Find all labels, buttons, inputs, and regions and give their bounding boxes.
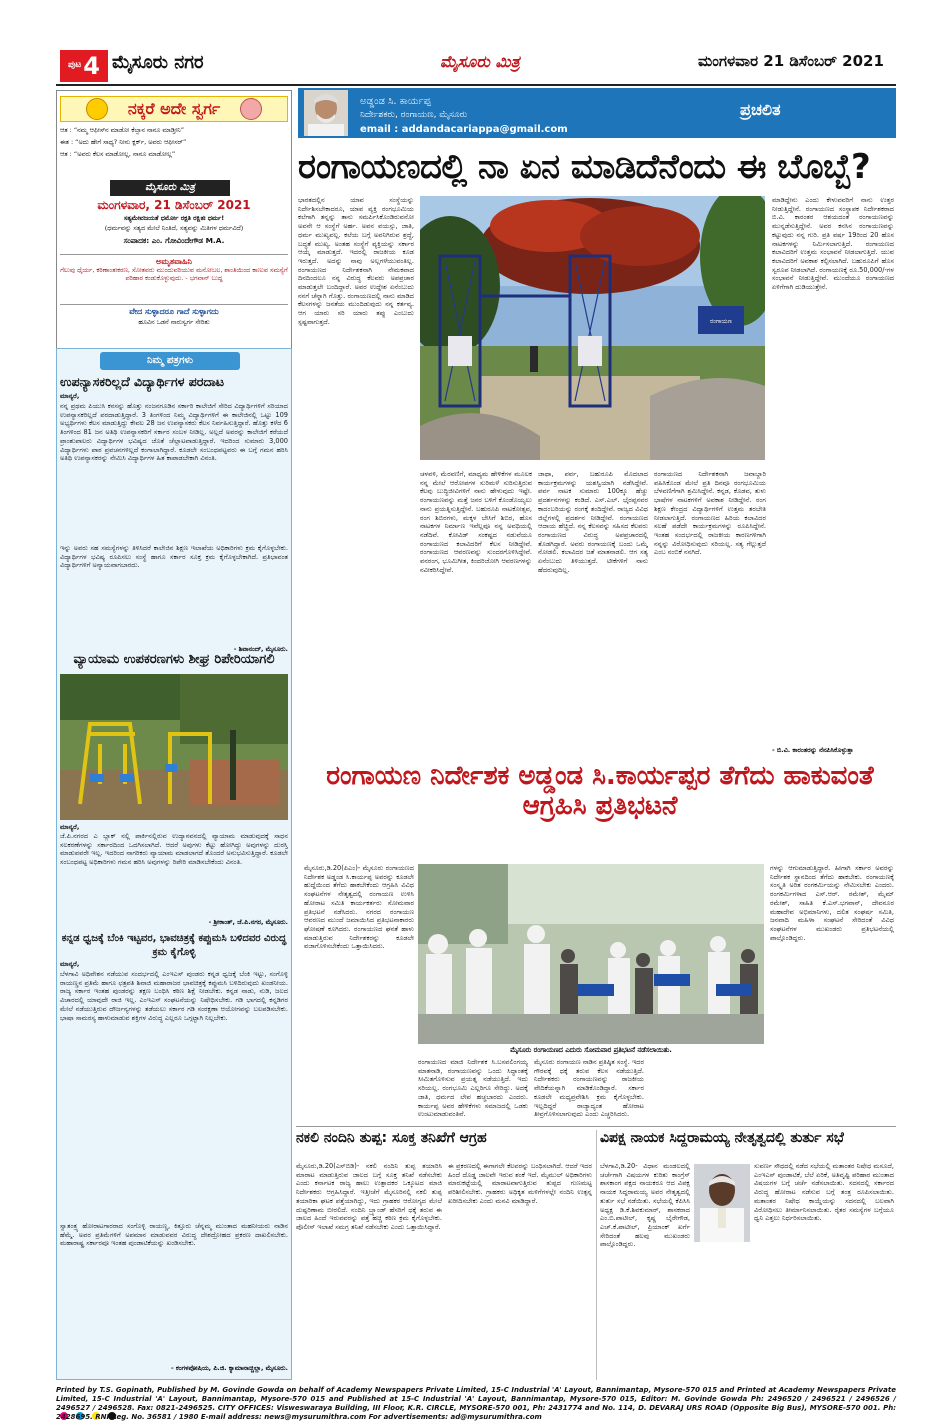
masthead: ಮೈಸೂರು ಮಿತ್ರ bbox=[440, 52, 520, 71]
mini-masthead: ಮೈಸೂರು ಮಿತ್ರ bbox=[110, 180, 230, 196]
letter-title: ಕನ್ನಡ ಧ್ವಜಕ್ಕೆ ಬೆಂಕಿ ಇಟ್ಟವರ, ಭಾವಚಿತ್ರಕ್ಕೆ ಕಪ್ಪುಮಸಿ ಬಳಿದವರ ವಿರುದ್ಧ ಕ್ರಮ ಕೈಗೊಳ್ಳಿ bbox=[61, 933, 287, 958]
letter-body: ಜೆ.ಪಿ.ನಗರದ ಎ ಬ್ಲಾಕ್ ನಲ್ಲಿ ಪಾರ್ಕಿನಲ್ಲಿರುವ ಉದ್ಯಾನವನದಲ್ಲಿ ವ್ಯಾಯಾಮ ಮಾಡುವುದಕ್ಕೆ ಸಾಧನ ಸಲಕರಣೆಗಳನ್ನು ಸರ್ಕಾರದಿಂದ ಒದಗಿಸಲಾಗಿದೆ. ಆದರೆ ಅವುಗಳು ಕೆಟ್ಟು ಹೋಗಿದ್ದು ಅವುಗಳನ್ನು ದುರಸ್ತಿ ಮಾಡುವವರೇ ಇಲ್ಲ. ಇದರಿಂದ ನಾಗರಿಕರು ವ್ಯಾಯಾಮ ಮಾಡಲಾಗದೆ ತೊಂದರೆ ಅನುಭವಿಸುತ್ತಿದ್ದಾರೆ. ಕೂಡಲೇ ಸಂಬಂಧಪಟ್ಟ ಅಧಿಕಾರಿಗಳು ಗಮನ ಹರಿಸಿ ಅವುಗಳನ್ನು ರಿಪೇರಿ ಮಾಡಿಸಬೇಕೆಂದು ವಿನಂತಿ. bbox=[60, 832, 288, 867]
humor-title-bar bbox=[60, 96, 288, 122]
article-text: ಚಳವಳಿ, ಮೆರವಣಿಗೆ, ಮಾಧ್ಯಮ ಹೇಳಿಕೆಗಳ ಮೂಲಕ ನನ್ನ ಮೇಲೆ ಆರೋಪಗಳ ಸುರಿಮಳೆ ಸುರಿಸುತ್ತಿರುವ ಕೆಲವು ಬುದ್ಧಿಜೀವಿಗಳಿಗೆ ನಾನು ಹೇಳುವುದು ಇಷ್ಟೇ. ರಂಗಾಯಣವನ್ನು ಮತ್ತೆ ಜನರ ಬಳಿಗೆ ಕೊಂಡೊಯ್ಯಲು ನಾನು ಪ್ರಯತ್ನಿಸುತ್ತಿದ್ದೇನೆ. ಬಹುರೂಪಿ ನಾಟಕೋತ್ಸವ, ರಂಗ ಶಿಬಿರಗಳು, ಮಕ್ಕಳ ಬೇಸಿಗೆ ಶಿಬಿರ, ಹೊಸ ನಾಟಕಗಳ ನಿರ್ಮಾಣ ಇವೆಲ್ಲವೂ ನನ್ನ ಅವಧಿಯಲ್ಲಿ ನಡೆದಿವೆ. ಕೋವಿಡ್ ಸಂಕಷ್ಟದ ನಡುವೆಯೂ ರಂಗಾಯಣದ ಕಲಾವಿದರಿಗೆ ಕೆಲಸ ನೀಡಿದ್ದೇವೆ. ರಂಗಾಯಣದ ಆವರಣವನ್ನು ಸುಂದರಗೊಳಿಸಿದ್ದೇವೆ. ವನರಂಗ, ಭೂಮಿಗೀತ, ಕಿಂದರಿಜೋಗಿ ಆವರಣಗಳನ್ನು ನವೀಕರಿಸಿದ್ದೇವೆ. bbox=[420, 470, 532, 574]
article-text: ಮಾಡಿದ್ದೇನು ಎಂದು ಕೇಳುವವರಿಗೆ ನಾನು ಉತ್ತರ ನೀಡುತ್ತಿದ್ದೇನೆ. ರಂಗಾಯಣದ ಸಂಸ್ಥಾಪಕ ನಿರ್ದೇಶಕರಾದ ಬಿ.ವಿ. ಕಾರಂತರ ಆಶಯದಂತೆ ರಂಗಾಯಣವನ್ನು ಮುನ್ನಡೆಸುತ್ತಿದ್ದೇನೆ. ಅವರ ಕನಸಿನ ರಂಗಾಯಣವನ್ನು ಕಟ್ಟುವುದು ನನ್ನ ಗುರಿ. ಪ್ರತಿ ವರ್ಷ 19ರಿಂದ 20 ಹೊಸ ನಾಟಕಗಳನ್ನು ನಿರ್ಮಿಸಲಾಗುತ್ತಿದೆ. ರಂಗಾಯಣದ ಕಲಾವಿದರಿಗೆ ಉತ್ತಮ ಸಂಭಾವನೆ ನೀಡಲಾಗುತ್ತಿದೆ. ಯುವ ಕಲಾವಿದರಿಗೆ ಅವಕಾಶ ಕಲ್ಪಿಸಲಾಗಿದೆ. ಬಹುರೂಪಿಗೆ ಹೊಸ ಸ್ವರೂಪ ನೀಡಲಾಗಿದೆ. ರಂಗಾಯಣಕ್ಕೆ ರೂ.50,000/-ಗಳ ಸಂಭಾವನೆ ನೀಡುತ್ತಿದ್ದೇವೆ. ಮುಂದೆಯೂ ರಂಗಾಯಣದ ಏಳಿಗೆಗಾಗಿ ದುಡಿಯುತ್ತೇನೆ. bbox=[772, 196, 894, 292]
joke-line: ಈತ : “ಅದು ಹೇಗೆ ಸಾಧ್ಯ? ನೀನು ಕ್ಲರ್ಕ್, ಅವರು ಆಫೀಸರ್” bbox=[60, 138, 187, 146]
proverb-title: ವೇದ ಸುಳ್ಳಾದರೂ ಗಾದೆ ಸುಳ್ಳಾಗದು bbox=[60, 304, 288, 317]
humor-title: ನಕ್ಕರೆ ಅದೇ ಸ್ವರ್ಗ bbox=[127, 99, 221, 118]
exercise-equipment-photo bbox=[60, 674, 288, 820]
article-text: ಜಾಥಾ, ಪರ್ವ, ಬಹುರೂಪಿ ಮೊದಲಾದ ಕಾರ್ಯಕ್ರಮಗಳನ್ನು ಯಶಸ್ವಿಯಾಗಿ ನಡೆಸಿದ್ದೇವೆ. ಪರ್ವ ನಾಟಕ ಸುಮಾರು 100ಕ್ಕೂ ಹೆಚ್ಚು ಪ್ರದರ್ಶನಗಳನ್ನು ಕಂಡಿದೆ. ಎಸ್.ಎಲ್. ಭೈರಪ್ಪನವರ ಕಾದಂಬರಿಯನ್ನು ರಂಗಕ್ಕೆ ತಂದಿದ್ದೇವೆ. ರಾಜ್ಯದ ವಿವಿಧ ಜಿಲ್ಲೆಗಳಲ್ಲಿ ಪ್ರದರ್ಶನ ನೀಡಿದ್ದೇವೆ. ರಂಗಾಯಣದ ಆದಾಯ ಹೆಚ್ಚಿದೆ. ನನ್ನ ಕೆಲಸವನ್ನು ಸಹಿಸದ ಕೆಲವರು ರಂಗಾಯಣದ ವಿರುದ್ಧ ಅಪಪ್ರಚಾರದಲ್ಲಿ ತೊಡಗಿದ್ದಾರೆ. ಅವರು ರಂಗಾಯಣಕ್ಕೆ ಬಂದು ಒಮ್ಮೆ ನೋಡಲಿ. ಕಲಾವಿದರ ಜತೆ ಮಾತನಾಡಲಿ. ಆಗ ಸತ್ಯ ಏನೆಂಬುದು ತಿಳಿಯುತ್ತದೆ. ಟೀಕೆಗಳಿಗೆ ನಾನು ಹೆದರುವುದಿಲ್ಲ. bbox=[538, 470, 648, 574]
letter-signature: - ಶ್ರೀಕಾಂತ್, ಜೆ.ಪಿ.ನಗರ, ಮೈಸೂರು. bbox=[208, 918, 288, 926]
article-text: ಗಳನ್ನು ಆಗುಮಾಡುತ್ತಿದ್ದಾರೆ. ಹೀಗಾಗಿ ಸರ್ಕಾರ ಅವರನ್ನು ನಿರ್ದೇಶಕ ಸ್ಥಾನದಿಂದ ತೆಗೆದು ಹಾಕಬೇಕು. ರಂಗಾಯಣಕ್ಕೆ ಸಂಸ್ಕೃತಿ ಅರಿತ ರಂಗಕರ್ಮಿಯನ್ನು ನೇಮಿಸಬೇಕು ಎಂದರು. ರಂಗಕರ್ಮಿಗಳಾದ ಎಸ್.ಆರ್. ರಮೇಶ್, ಮೈಮ್ ರಮೇಶ್, ಸಾಹಿತಿ ಕೆ.ಎಸ್.ಭಗವಾನ್, ದೇವನೂರ ಮಹಾದೇವ ಅಭಿಮಾನಿಗಳು, ದಲಿತ ಸಂಘರ್ಷ ಸಮಿತಿ, ಜನವಾದಿ ಮಹಿಳಾ ಸಂಘಟನೆ ಸೇರಿದಂತೆ ವಿವಿಧ ಸಂಘಟನೆಗಳ ಮುಖಂಡರು ಪ್ರತಿಭಟನೆಯಲ್ಲಿ ಪಾಲ್ಗೊಂಡಿದ್ದರು. bbox=[770, 864, 894, 942]
page-number-badge bbox=[60, 50, 108, 82]
motto-translation: (ಧರ್ಮವನ್ನು ಸತ್ಯದ ಮೇಲೆ ನಿಂತಿದೆ, ಸತ್ಯವನ್ನು ಮಿತಿಗಳ ಧರ್ಮವಿದೆ) bbox=[104, 224, 244, 232]
protest-photo-caption: ಮೈಸೂರು ರಂಗಾಯಣದ ಎದುರು ಸೋಮವಾರ ಪ್ರತಿಭಟನೆ ನಡೆಸಲಾಯಿತು. bbox=[510, 1046, 672, 1054]
imprint-footer: Printed by T.S. Gopinath, Published by M. Govinde Gowda on behalf of Academy Newspapers Private Limited, 15-C Industrial 'A' Layout, Bannimantap, Mysore-570 015 and Printed at Academy Newspapers Private Limited, 15-C Industrial 'A' Layout, Bannimantap, Mysore-570 015 and Published at 15-C Industrial 'A' Layout, Bannimantap, Mysore-570 015, Editor: M. Govinde Gowda Ph: 2496520 / 2496521 / 2496526 / 2496527 / 2496528. Fax: 0821-2496525. CITY OFFICES: Visweswaraya Building, III Floor, K.R. CIRCLE, MYSORE-570 001, Ph: 2431774 and No. 114, D. DEVARAJ URS ROAD (Opposite Big Bus), MYSORE-570 001. Ph: 2428695. RNI Reg. No. 36581 / 1980 E-mail address: news@mysurumithra.com For advertisements: ad@mysurumithra.com bbox=[56, 1386, 896, 1422]
letter-body: ಸ್ವಾತಂತ್ರ್ಯ ಹೋರಾಟಗಾರರಾದ ಸಂಗೊಳ್ಳಿ ರಾಯಣ್ಣ, ಕಿತ್ತೂರು ಚೆನ್ನಮ್ಮ ಮುಂತಾದ ಮಹನೀಯರು ನಾಡಿನ ಹೆಮ್ಮೆ. ಅವರ ಪ್ರತಿಮೆಗಳಿಗೆ ಅಪಮಾನ ಮಾಡುವವರ ವಿರುದ್ಧ ದೇಶದ್ರೋಹದ ಪ್ರಕರಣ ದಾಖಲಿಸಬೇಕು. ಮಹಾರಾಷ್ಟ್ರ ಸರ್ಕಾರವೂ ಇಂತಹ ಪುಂಡಾಟಿಕೆಯನ್ನು ಖಂಡಿಸಬೇಕು. bbox=[60, 1222, 288, 1248]
divider bbox=[596, 1130, 597, 1380]
letter-body: ಬೆಳಗಾವಿ ಅಧಿವೇಶನ ನಡೆಯುವ ಸಂದರ್ಭದಲ್ಲಿ ಎಂಇಎಸ್ ಪುಂಡರು ಕನ್ನಡ ಧ್ವಜಕ್ಕೆ ಬೆಂಕಿ ಇಟ್ಟು, ಸಂಗೊಳ್ಳಿ ರಾಯಣ್ಣನ ಪ್ರತಿಮೆ ಹಾಗೂ ಛತ್ರಪತಿ ಶಿವಾಜಿ ಮಹಾರಾಜರ ಭಾವಚಿತ್ರಕ್ಕೆ ಕಪ್ಪುಮಸಿ ಬಳಿದಿರುವುದು ಖಂಡನೀಯ. ರಾಜ್ಯ ಸರ್ಕಾರ ಇಂತಹ ಪುಂಡರನ್ನು ತಕ್ಷಣ ಬಂಧಿಸಿ ಕಠಿಣ ಶಿಕ್ಷೆ ನೀಡಬೇಕು. ಕನ್ನಡ ನಾಡು, ನುಡಿ, ಜಲದ ವಿಚಾರದಲ್ಲಿ ಯಾವುದೇ ರಾಜಿ ಇಲ್ಲ. ಎಂಇಎಸ್ ಸಂಘಟನೆಯನ್ನು ನಿಷೇಧಿಸಬೇಕು. ಗಡಿ ಭಾಗದಲ್ಲಿ ಕನ್ನಡಿಗರ ಮೇಲೆ ನಡೆಯುತ್ತಿರುವ ದೌರ್ಜನ್ಯಗಳನ್ನು ತಡೆಯಲು ಸರ್ಕಾರ ಗಡಿ ಸಂರಕ್ಷಣಾ ಆಯೋಗವನ್ನು ಬಲಪಡಿಸಬೇಕು. ಭಾಷಾ ಸಾಮರಸ್ಯ ಹಾಳುಮಾಡುವ ಶಕ್ತಿಗಳ ವಿರುದ್ಧ ಎಲ್ಲರೂ ಒಗ್ಗಟ್ಟಾಗಿ ನಿಲ್ಲಬೇಕು. bbox=[60, 970, 288, 1022]
letter-salutation: ಮಾನ್ಯರೆ, bbox=[60, 392, 80, 400]
proverb-text: ಹೂವಿನ ಒಡನೆ ನಾರುಸ್ವರ್ಗ ಸೇರಿತು bbox=[138, 318, 210, 326]
clown-icon bbox=[240, 98, 262, 120]
article-text: ಮೈಸೂರು ರಂಗಾಯಣ ನಾಡಿನ ಪ್ರತಿಷ್ಠಿತ ಸಂಸ್ಥೆ. ಇದರ ಗೌರವಕ್ಕೆ ಧಕ್ಕೆ ತರುವ ಕೆಲಸ ನಡೆಯುತ್ತಿದೆ. ನಿರ್ದೇಶಕರು ರಂಗಾಯಣವನ್ನು ರಾಜಕೀಯ ವೇದಿಕೆಯನ್ನಾಗಿ ಮಾಡಿಕೊಂಡಿದ್ದಾರೆ. ಸರ್ಕಾರ ಕೂಡಲೇ ಮಧ್ಯಪ್ರವೇಶಿಸಿ ಕ್ರಮ ಕೈಗೊಳ್ಳಬೇಕು. ಇಲ್ಲದಿದ್ದರೆ ರಾಜ್ಯಾದ್ಯಂತ ಹೋರಾಟ ತೀವ್ರಗೊಳಿಸಲಾಗುವುದು ಎಂದು ಎಚ್ಚರಿಸಿದರು. bbox=[534, 1058, 644, 1119]
letter-salutation: ಮಾನ್ಯರೆ, bbox=[60, 960, 80, 968]
letter-signature: - ಕಂಗಳಪೋಷಿಯ, ಪಿ.ಜಿ. ಕ್ಯಾಮಾನಾಚ್ಚಿಲ್ಲಾ, ಮೈಸೂರು. bbox=[170, 1364, 288, 1372]
editor-line: ಸಂಪಾದಕ: ಎಂ. ಗೋವಿಂದೇಗೌಡ M.A. bbox=[123, 236, 225, 245]
joke-line: ಆತ : “ಅವರು ಕೆಲಸ ಮಾಡೋಲ್ಲ, ನಾನೂ ಮಾಡೋಲ್ಲ” bbox=[60, 150, 176, 158]
page-label: ಪುಟ bbox=[68, 60, 82, 71]
letter-body: ನನ್ನ ಪ್ರಥಮ ಪಿಯುಸಿ ಕನಸನ್ನು ಹೊತ್ತು ನಂಜನಗೂಡಿನ ಸರ್ಕಾರಿ ಕಾಲೇಜಿಗೆ ಸೇರಿದ ವಿದ್ಯಾರ್ಥಿಗಳಿಗೆ ಸರಿಯಾದ ಉಪನ್ಯಾಸಕರಿಲ್ಲದೆ ಪರದಾಡುತ್ತಿದ್ದಾರೆ. 3 ತಿಂಗಳಿಂದ ನಿಮ್ಮ ವಿದ್ಯಾರ್ಥಿಗಳಿಗೆ ಈ ಕಾಲೇಜಿನಲ್ಲಿ ಒಟ್ಟು 109 ಅಭ್ಯರ್ಥಿಗಳು ಕೆಲಸ ಮಾಡುತ್ತಿದ್ದು ಕೇವಲ 28 ಜನ ಉಪನ್ಯಾಸಕರು ಕೆಲಸ ನಿರ್ವಹಿಸುತ್ತಿದ್ದಾರೆ. ಹೊತ್ತು ಕಳೆದ 6 ತಿಂಗಳಿಂದ 81 ಜನ ಅತಿಥಿ ಉಪನ್ಯಾಸಕರಿಗೆ ಸರ್ಕಾರ ಸಂಬಳ ನೀಡಿಲ್ಲ. ಅಲ್ಲದೆ ಅವರನ್ನು ಕಾಲೇಜಿಗೆ ಕರೆಯದೆ ಪ್ರಾಂಶುಪಾಲರು ವಿದ್ಯಾರ್ಥಿಗಳ ಭವಿಷ್ಯದ ಜೊತೆ ಚೆಲ್ಲಾಟವಾಡುತ್ತಿದ್ದಾರೆ. ಇದರಿಂದ ಸುಮಾರು 3,000 ವಿದ್ಯಾರ್ಥಿಗಳು ಪಾಠ ಪ್ರವಚನಗಳಿಲ್ಲದೆ ಕಂಗಾಲಾಗಿದ್ದಾರೆ. ಕೂಡಲೇ ಸಂಬಂಧಪಟ್ಟವರು ಈ ಬಗ್ಗೆ ಗಮನ ಹರಿಸಿ ಅತಿಥಿ ಉಪನ್ಯಾಸಕರನ್ನು ನೇಮಿಸಿ ವಿದ್ಯಾರ್ಥಿಗಳ ಹಿತ ಕಾಪಾಡಬೇಕಾಗಿ ವಿನಂತಿ. bbox=[60, 402, 288, 463]
letter-signature: - ಶಿವಾನಂದ್, ಮೈಸೂರು. bbox=[233, 645, 288, 653]
author-email: email : addandacariappa@gmail.com bbox=[360, 124, 568, 135]
article-text: ಸುವರ್ಣ ಸೌಧದಲ್ಲಿ ನಡೆದ ಸಭೆಯಲ್ಲಿ ಮತಾಂತರ ನಿಷೇಧ ಮಸೂದೆ, ಎಂಇಎಸ್ ಪುಂಡಾಟಿಕೆ, ಬೆಲೆ ಏರಿಕೆ, ಅತಿವೃಷ್ಟಿ ಪರಿಹಾರ ಮುಂತಾದ ವಿಷಯಗಳ ಬಗ್ಗೆ ಚರ್ಚೆ ನಡೆಸಲಾಯಿತು. ಸದನದಲ್ಲಿ ಸರ್ಕಾರದ ವಿರುದ್ಧ ಹೋರಾಟ ನಡೆಸುವ ಬಗ್ಗೆ ತಂತ್ರ ರೂಪಿಸಲಾಯಿತು. ಮತಾಂತರ ನಿಷೇಧ ಕಾಯ್ದೆಯನ್ನು ಸದನದಲ್ಲಿ ಬಲವಾಗಿ ವಿರೋಧಿಸಲು ತೀರ್ಮಾನಿಸಲಾಯಿತು. ರೈತರ ಸಮಸ್ಯೆಗಳ ಬಗ್ಗೆಯೂ ಧ್ವನಿ ಎತ್ತಲು ನಿರ್ಧರಿಸಲಾಯಿತು. bbox=[754, 1162, 894, 1223]
box-date: ಮಂಗಳವಾರ, 21 ಡಿಸೆಂಬರ್ 2021 bbox=[97, 198, 251, 212]
letter-title: ಉಪನ್ಯಾಸಕರಿಲ್ಲದೆ ವಿದ್ಯಾರ್ಥಿಗಳ ಪರದಾಟ bbox=[60, 374, 225, 389]
nandini-headline: ನಕಲಿ ನಂದಿನಿ ತುಪ್ಪ: ಸೂಕ್ತ ತನಿಖೆಗೆ ಆಗ್ರಹ bbox=[296, 1130, 487, 1146]
amrutha-title: ಅಮೃತವಾಹಿನಿ bbox=[60, 254, 288, 267]
joke-line: ಆತ : “ನಮ್ಮ ಆಫೀಸ್‍ನ ಮಾಡೋ ಕೆಲ್ಸಾನ ನಾನೂ ಮಾಡ್ತೀನಿ” bbox=[60, 126, 185, 134]
section-title: ಮೈಸೂರು ನಗರ bbox=[112, 52, 204, 73]
siddaramaiah-headline: ವಿಪಕ್ಷ ನಾಯಕ ಸಿದ್ದರಾಮಯ್ಯ ನೇತೃತ್ವದಲ್ಲಿ ತುರ್ತು ಸಭೆ bbox=[600, 1130, 844, 1146]
letter-body: ಇನ್ನು ಅವರು ಸಹ ಸಮಸ್ಯೆಗಳನ್ನು ತಿಳಿಸಿದರೆ ಕಾಲೇಜಿನ ಶಿಕ್ಷಣ ಇಲಾಖೆಯ ಅಧಿಕಾರಿಗಳು ಕ್ರಮ ಕೈಗೊಳ್ಳಬೇಕು. ವಿದ್ಯಾರ್ಥಿಗಳ ಭವಿಷ್ಯ ರೂಪಿಸಲು ಸಂಸ್ಥೆ ಹಾಗೂ ಸರ್ಕಾರ ಸೂಕ್ತ ಕ್ರಮ ಕೈಗೊಳ್ಳಬೇಕಾಗಿದೆ. ಪ್ರತಿಭಾವಂತ ವಿದ್ಯಾರ್ಥಿಗಳಿಗೆ ಅನ್ಯಾಯವಾಗಬಾರದು. bbox=[60, 544, 288, 570]
article-text: ಈ ಪ್ರಕರಣದಲ್ಲಿ ಈಗಾಗಲೇ ಕೆಲವರನ್ನು ಬಂಧಿಸಲಾಗಿದೆ. ಆದರೆ ಇದರ ಹಿಂದೆ ದೊಡ್ಡ ಜಾಲವೇ ಇರುವ ಶಂಕೆ ಇದೆ. ಮೈಮುಲ್ ಅಧಿಕಾರಿಗಳು ಮಾರುಕಟ್ಟೆಯಲ್ಲಿ ಮಾರಾಟವಾಗುತ್ತಿರುವ ತುಪ್ಪದ ಗುಣಮಟ್ಟ ಪರಿಶೀಲಿಸಬೇಕು. ಗ್ರಾಹಕರು ಅಧಿಕೃತ ಮಳಿಗೆಗಳಲ್ಲೇ ನಂದಿನಿ ಉತ್ಪನ್ನ ಖರೀದಿಸಬೇಕು ಎಂದು ಮನವಿ ಮಾಡಿದ್ದಾರೆ. bbox=[448, 1162, 592, 1205]
letter-title: ವ್ಯಾಯಾಮ ಉಪಕರಣಗಳು ಶೀಘ್ರ ರಿಪೇರಿಯಾಗಲಿ bbox=[73, 652, 275, 667]
header-rule bbox=[56, 84, 896, 86]
article-text: ಮೈಸೂರು,ಡಿ.20(ಪಿಎಂ)- ಮೈಸೂರು ರಂಗಾಯಣದ ನಿರ್ದೇಶಕ ಅಡ್ಡಂಡ ಸಿ.ಕಾರ್ಯಪ್ಪ ಅವರನ್ನು ಕೂಡಲೇ ಹುದ್ದೆಯಿಂದ ತೆಗೆದು ಹಾಕಬೇಕೆಂದು ಆಗ್ರಹಿಸಿ ವಿವಿಧ ಸಂಘಟನೆಗಳ ನೇತೃತ್ವದಲ್ಲಿ ರಂಗಾಯಣ ಉಳಿಸಿ ಹೋರಾಟ ಸಮಿತಿ ಕಾರ್ಯಕರ್ತರು ಸೋಮವಾರ ಪ್ರತಿಭಟನೆ ನಡೆಸಿದರು. ನಗರದ ರಂಗಾಯಣ ಆವರಣದ ಮುಂದೆ ಜಮಾಯಿಸಿದ ಪ್ರತಿಭಟನಾಕಾರರು ಘೋಷಣೆ ಕೂಗಿದರು. ರಂಗಾಯಣದ ಘನತೆ ಹಾಳು ಮಾಡುತ್ತಿರುವ ನಿರ್ದೇಶಕರನ್ನು ಕೂಡಲೇ ವಜಾಗೊಳಿಸಬೇಕೆಂದು ಒತ್ತಾಯಿಸಿದರು. bbox=[304, 864, 414, 951]
laughing-face-icon bbox=[86, 98, 108, 120]
divider bbox=[296, 1126, 896, 1127]
letter-salutation: ಮಾನ್ಯರೆ, bbox=[60, 823, 80, 831]
article-text: ಭಾರತದಲ್ಲಿನ ಯಾವ ಸಂಸ್ಥೆಯನ್ನು ನಿರ್ದೇಶಿಸಬೇಕಾದರೂ, ಯಾವ ವ್ಯಕ್ತಿ ರಂಗಭೂಮಿಯ ಕಲೆಗಾಗಿ ತನ್ನನ್ನು ತಾನು ಸಮರ್ಪಿಸಿಕೊಂಡಿರುವನೋ ಅವನೇ ಆ ಸಂಸ್ಥೆಗೆ ಅರ್ಹ. ಅವನ ವಯಸ್ಸು, ಜಾತಿ, ಧರ್ಮ ಮುಖ್ಯವಲ್ಲ. ಕಲೆಯ ಬಗ್ಗೆ ಅವನಿಗಿರುವ ಶ್ರದ್ಧೆ, ಬದ್ಧತೆ ಮುಖ್ಯ. ಅಂತಹ ಸಂಸ್ಥೆಗೆ ವ್ಯಕ್ತಿಯನ್ನು ಸರ್ಕಾರ ಆಯ್ಕೆ ಮಾಡುತ್ತದೆ. ಇದರಲ್ಲಿ ರಾಜಕೀಯ ಕೂಡ ಇರುತ್ತದೆ. ಅದನ್ನು ನಾವು ಅಲ್ಲಗಳೆಯುವಂತಿಲ್ಲ. ರಂಗಾಯಣದ ನಿರ್ದೇಶಕನಾಗಿ ನೇಮಕವಾದ ದಿನದಿಂದಲೂ ನನ್ನ ವಿರುದ್ಧ ಕೆಲವರು ಅಪಪ್ರಚಾರ ಮಾಡುತ್ತಲೇ ಬಂದಿದ್ದಾರೆ. ಅವರ ಉದ್ದೇಶ ಏನೆಂಬುದು ನನಗೆ ಚೆನ್ನಾಗಿ ಗೊತ್ತು. ರಂಗಾಯಣದಲ್ಲಿ ನಾನು ಮಾಡಿದ ಕೆಲಸಗಳನ್ನು ಜನತೆಯ ಮುಂದಿಡುವುದು ನನ್ನ ಕರ್ತವ್ಯ. ಆಗ ಯಾರು ಸರಿ ಯಾರು ತಪ್ಪು ಎಂಬುದು ಸ್ಪಷ್ಟವಾಗುತ್ತದೆ. bbox=[298, 196, 414, 326]
main-headline: ರಂಗಾಯಣದಲ್ಲಿ ನಾ ಏನ ಮಾಡಿದೆನೆಂದು ಈ ಬೊಬ್ಬೆ? bbox=[298, 147, 871, 187]
author-name: ಅಡ್ಡಂಡ ಸಿ. ಕಾರ್ಯಪ್ಪ bbox=[360, 96, 431, 107]
amrutha-text: ಗೆಲುವು ಧೈರ್ಯ, ಕಠಿಣಾಂತಃಕರಣ, ಸೋತವರು ಮುಂದುವರಿಯುವ ಮನೋಬಲ, ಶಾಂತಿಯಿಂದ ಕಾಣುವ ಸಮಸ್ಯೆಗೆ ಪರಿಹಾರ ಕಂಡುಕೊಳ್ಳುವುದು. - ಭಗವಾನ್ ಬುದ್ಧ bbox=[60, 266, 288, 283]
article-text: ಮೈಸೂರು,ಡಿ.20(ಎಸ್‌ಬಿಡಿ)- ನಕಲಿ ನಂದಿನಿ ತುಪ್ಪ ತಯಾರಿಸಿ ಮಾರಾಟ ಮಾಡುತ್ತಿರುವ ಜಾಲದ ಬಗ್ಗೆ ಸೂಕ್ತ ತನಿಖೆ ನಡೆಸಬೇಕು ಎಂದು ಕರ್ನಾಟಕ ರಾಜ್ಯ ಹಾಲು ಉತ್ಪಾದಕರ ಒಕ್ಕೂಟದ ಮಾಜಿ ನಿರ್ದೇಶಕರು ಆಗ್ರಹಿಸಿದ್ದಾರೆ. ಇತ್ತೀಚೆಗೆ ಮೈಸೂರಿನಲ್ಲಿ ನಕಲಿ ತುಪ್ಪ ತಯಾರಿಕಾ ಘಟಕ ಪತ್ತೆಯಾಗಿದ್ದು, ಇದು ಗ್ರಾಹಕರ ಆರೋಗ್ಯದ ಮೇಲೆ ದುಷ್ಪರಿಣಾಮ ಬೀರಲಿದೆ. ನಂದಿನಿ ಬ್ರ್ಯಾಂಡ್ ಹೆಸರಿಗೆ ಧಕ್ಕೆ ತರುವ ಈ ಜಾಲದ ಹಿಂದೆ ಇರುವವರನ್ನು ಪತ್ತೆ ಹಚ್ಚಿ ಕಠಿಣ ಕ್ರಮ ಕೈಗೊಳ್ಳಬೇಕು. ಪೊಲೀಸ್ ಇಲಾಖೆ ಸಮಗ್ರ ತನಿಖೆ ನಡೆಸಬೇಕು ಎಂದು ಒತ್ತಾಯಿಸಿದ್ದಾರೆ. bbox=[296, 1162, 442, 1231]
protest-photo bbox=[418, 864, 764, 1044]
column-tag: ಪ್ರಚಲಿತ bbox=[740, 100, 781, 119]
issue-date: ಮಂಗಳವಾರ 21 ಡಿಸೆಂಬರ್ 2021 bbox=[698, 52, 884, 70]
letters-heading: ನಿಮ್ಮ ಪತ್ರಗಳು bbox=[100, 352, 240, 370]
page-number: 4 bbox=[83, 52, 100, 80]
author-photo bbox=[304, 90, 348, 136]
article-signature: - ಬಿ.ವಿ. ಕಾರಂತರನ್ನು ನೆನಪಿಸಿಕೊಳ್ಳುತ್ತಾ bbox=[772, 746, 854, 754]
siddaramaiah-photo bbox=[694, 1164, 750, 1242]
author-role: ನಿರ್ದೇಶಕರು, ರಂಗಾಯಣ, ಮೈಸೂರು bbox=[360, 110, 468, 120]
article-text: ರಂಗಾಯಣದ ಮಾಜಿ ನಿರ್ದೇಶಕ ಸಿ.ಬಸವಲಿಂಗಯ್ಯ ಮಾತನಾಡಿ, ರಂಗಾಯಣವನ್ನು ಒಂದು ಸಿದ್ಧಾಂತಕ್ಕೆ ಸೀಮಿತಗೊಳಿಸುವ ಪ್ರಯತ್ನ ನಡೆಯುತ್ತಿದೆ. ಇದು ಸರಿಯಲ್ಲ. ರಂಗಭೂಮಿ ಎಲ್ಲರಿಗೂ ಸೇರಿದ್ದು. ಅದಕ್ಕೆ ಜಾತಿ, ಧರ್ಮದ ಲೇಪ ಹಚ್ಚಬಾರದು ಎಂದರು. ಕಾರ್ಯಪ್ಪ ಅವರ ಹೇಳಿಕೆಗಳು ಸಮಾಜದಲ್ಲಿ ಒಡಕು ಉಂಟುಮಾಡುವಂತಿವೆ. bbox=[418, 1058, 528, 1119]
protest-headline: ರಂಗಾಯಣ ನಿರ್ದೇಶಕ ಅಡ್ಡಂಡ ಸಿ.ಕಾರ್ಯಪ್ಪರ ತೆಗೆದು ಹಾಕುವಂತೆ ಆಗ್ರಹಿಸಿ ಪ್ರತಿಭಟನೆ bbox=[326, 761, 874, 821]
article-text: ರಂಗಾಯಣದ ನಿರ್ದೇಶಕನಾಗಿ ಜವಾಬ್ದಾರಿ ವಹಿಸಿಕೊಂಡ ಮೇಲೆ ಪ್ರತಿ ದಿನವೂ ರಂಗಭೂಮಿಯ ಬೆಳವಣಿಗೆಗಾಗಿ ಶ್ರಮಿಸಿದ್ದೇನೆ. ಕನ್ನಡ, ಕೊಡವ, ತುಳು ಭಾಷೆಗಳ ನಾಟಕಗಳಿಗೆ ಅವಕಾಶ ನೀಡಿದ್ದೇನೆ. ರಂಗ ಶಿಕ್ಷಣ ಕೇಂದ್ರದ ವಿದ್ಯಾರ್ಥಿಗಳಿಗೆ ಉತ್ತಮ ತರಬೇತಿ ನೀಡಲಾಗುತ್ತಿದೆ. ರಂಗಾಯಣದ ಹಿರಿಯ ಕಲಾವಿದರ ಸಲಹೆ ಪಡೆದೇ ಕಾರ್ಯಕ್ರಮಗಳನ್ನು ರೂಪಿಸಿದ್ದೇನೆ. ಇಂತಹ ಸಂದರ್ಭದಲ್ಲಿ ರಾಜಕೀಯ ಕಾರಣಗಳಿಗಾಗಿ ನನ್ನನ್ನು ವಿರೋಧಿಸುವುದು ಸರಿಯಲ್ಲ. ಸತ್ಯ ಗೆಲ್ಲುತ್ತದೆ ಎಂಬ ನಂಬಿಕೆ ನನಗಿದೆ. bbox=[654, 470, 766, 557]
motto: ಸತ್ಯಮೇವಜಯತೆ ಧರ್ಮೋ ರಕ್ಷತಿ ರಕ್ಷಿತಃ ಧರ್ಮ! bbox=[123, 214, 225, 222]
signboard-text: ರಂಗಾಯಣ bbox=[710, 318, 732, 325]
rangayana-gate-photo bbox=[420, 196, 765, 460]
article-text: ಬೆಳಗಾವಿ,ಡಿ.20- ವಿಧಾನ ಮಂಡಲದಲ್ಲಿ ಚರ್ಚೆಗಾಗಿ ವಿಷಯಗಳ ಕುರಿತು ಕಾಂಗ್ರೆಸ್ ಶಾಸಕಾಂಗ ಪಕ್ಷದ ನಾಯಕರೂ ಆದ ವಿಪಕ್ಷ ನಾಯಕ ಸಿದ್ದರಾಮಯ್ಯ ಅವರ ನೇತೃತ್ವದಲ್ಲಿ ತುರ್ತು ಸಭೆ ನಡೆಯಿತು. ಸಭೆಯಲ್ಲಿ ಕೆಪಿಸಿಸಿ ಅಧ್ಯಕ್ಷ ಡಿ.ಕೆ.ಶಿವಕುಮಾರ್, ಶಾಸಕರಾದ ಎಂ.ಬಿ.ಪಾಟೀಲ್, ಕೃಷ್ಣ ಬೈರೇಗೌಡ, ಎಚ್.ಕೆ.ಪಾಟೀಲ್, ಪ್ರಿಯಾಂಕ್ ಖರ್ಗೆ ಸೇರಿದಂತೆ ಹಲವು ಮುಖಂಡರು ಪಾಲ್ಗೊಂಡಿದ್ದರು. bbox=[600, 1162, 690, 1249]
